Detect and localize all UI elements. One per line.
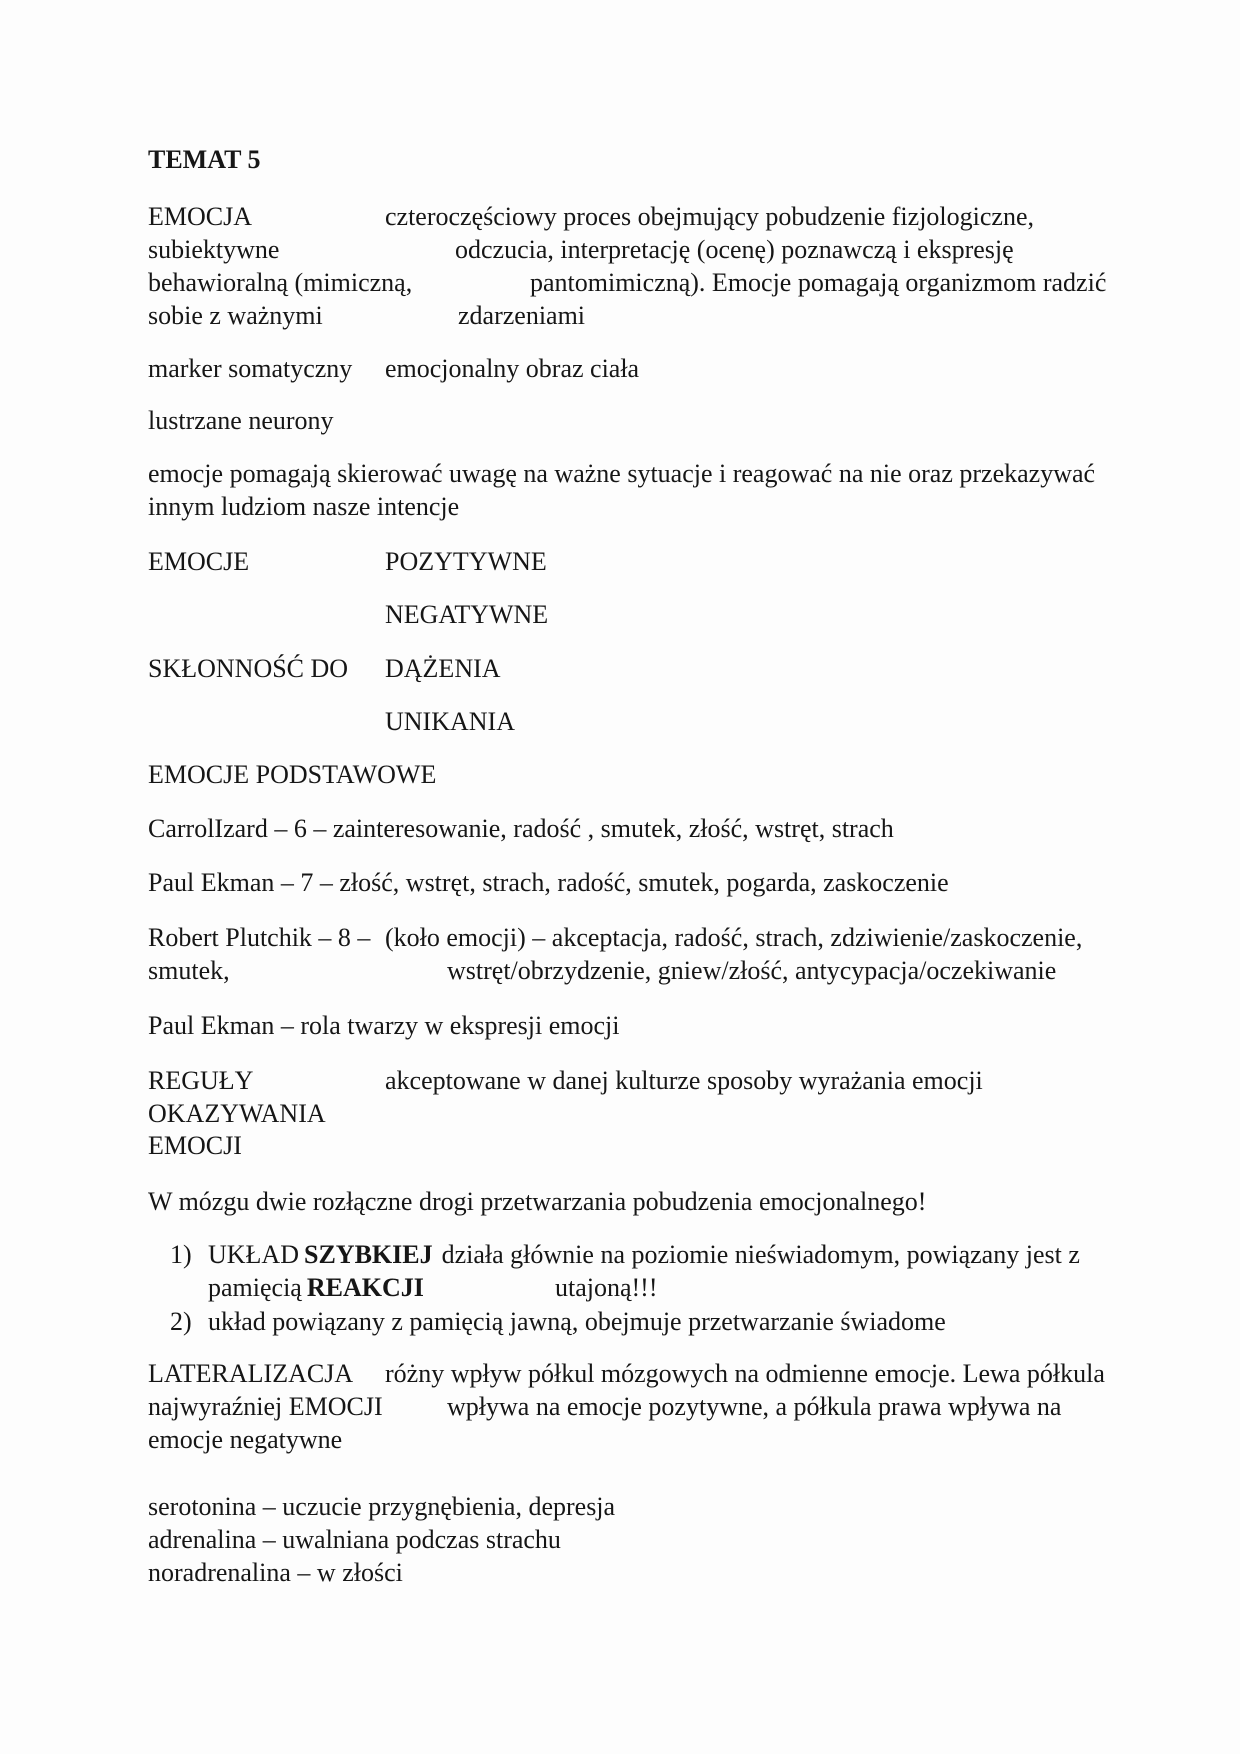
emocja-def-text-1: czteroczęściowy proces obejmujący pobudzenie fizjologiczne, xyxy=(385,202,1034,231)
plutchik-smutek: smutek, xyxy=(148,956,230,985)
term-subiektywne: subiektywne xyxy=(148,235,280,264)
term-reguly: REGUŁY xyxy=(148,1066,254,1095)
list-item-2-line xyxy=(0,1305,1240,1338)
sklonnosc-line-2 xyxy=(0,705,1240,738)
pamiecia-word: pamięcią xyxy=(208,1273,302,1302)
page-title: TEMAT 5 xyxy=(148,145,261,174)
list-item-1-text xyxy=(208,1238,1080,1271)
uwaga-text-2: innym ludziom nasze intencje xyxy=(148,492,460,521)
term-okazywania: OKAZYWANIA xyxy=(148,1099,326,1128)
reguly-line-1 xyxy=(0,1064,1240,1097)
serotonina-text: serotonina – uczucie przygnębienia, depresja xyxy=(148,1492,616,1521)
term-emocji: EMOCJI xyxy=(148,1131,242,1160)
lateralizacja-text-3: emocje negatywne xyxy=(148,1425,343,1454)
emocja-def-text-4: zdarzeniami xyxy=(458,301,586,330)
list-item-2-text: układ powiązany z pamięcią jawną, obejmuje przetwarzanie świadome xyxy=(208,1307,946,1336)
uwaga-line-1 xyxy=(0,457,1240,490)
ekman-rola-line xyxy=(0,1009,1240,1042)
list-item-1-line-2 xyxy=(0,1271,1240,1304)
lateralizacja-text-2: wpływa na emocje pozytywne, a półkula prawa wpływa na xyxy=(447,1392,1062,1421)
adrenalina-line xyxy=(0,1523,1240,1556)
plutchik-text-1: (koło emocji) – akceptacja, radość, strach, zdziwienie/zaskoczenie, xyxy=(385,923,1083,952)
lateralizacja-line-1 xyxy=(0,1357,1240,1390)
lateralizacja-text-1: różny wpływ półkul mózgowych na odmienne emocje. Lewa półkula xyxy=(385,1359,1105,1388)
term-marker-somatyczny: marker somatyczny xyxy=(148,354,353,383)
reguly-line-2 xyxy=(0,1097,1240,1130)
utajona-text: utajoną!!! xyxy=(555,1273,658,1302)
adrenalina-text: adrenalina – uwalniana podczas strachu xyxy=(148,1525,561,1554)
emocje-negatywne: NEGATYWNE xyxy=(385,600,549,629)
ekman7-line xyxy=(0,866,1240,899)
term-sobie-z-waznymi: sobie z ważnymi xyxy=(148,301,323,330)
section-heading-emocje-podstawowe: EMOCJE PODSTAWOWE xyxy=(148,760,437,789)
plutchik-line-2 xyxy=(0,954,1240,987)
pamiecia-reakcji xyxy=(208,1271,424,1304)
term-najwyrazniej-emocji: najwyraźniej EMOCJI xyxy=(148,1392,383,1421)
emocja-def-text-3: pantomimiczną). Emocje pomagają organizmom radzić xyxy=(530,268,1107,297)
marker-line xyxy=(0,352,1240,385)
plutchik-line-1 xyxy=(0,921,1240,954)
list-number-1: 1) xyxy=(170,1240,192,1269)
emocja-def-line-4 xyxy=(0,299,1240,332)
lateralizacja-line-2 xyxy=(0,1390,1240,1423)
term-lateralizacja: LATERALIZACJA xyxy=(148,1359,354,1388)
emocja-def-text-2: odczucia, interpretację (ocenę) poznawczą i ekspresję xyxy=(455,235,1014,264)
uklad-word: UKŁAD xyxy=(208,1240,299,1269)
term-sklonnosc-do: SKŁONNOŚĆ DO xyxy=(148,654,349,683)
term-plutchik: Robert Plutchik – 8 – xyxy=(148,923,371,952)
plutchik-text-2: wstręt/obrzydzenie, gniew/złość, antycypacja/oczekiwanie xyxy=(447,956,1057,985)
mozg-intro-text: W mózgu dwie rozłączne drogi przetwarzania pobudzenia emocjonalnego! xyxy=(148,1187,927,1216)
term-lustrzane-neurony: lustrzane neurony xyxy=(148,406,334,435)
szybkiej-word-bold: SZYBKIEJ xyxy=(304,1240,433,1269)
reguly-line-3 xyxy=(0,1129,1240,1162)
izard-text: CarrolIzard – 6 – zainteresowanie, radość , smutek, złość, wstręt, strach xyxy=(148,814,894,843)
sklonnosc-dazenia: DĄŻENIA xyxy=(385,654,501,683)
list-item-1-rest: działa głównie na poziomie nieświadomym, powiązany jest z xyxy=(441,1240,1080,1269)
lustrzane-line xyxy=(0,404,1240,437)
uwaga-line-2 xyxy=(0,490,1240,523)
podstawowe-heading-line xyxy=(0,758,1240,791)
noradrenalina-line xyxy=(0,1556,1240,1589)
list-item-1-line-1 xyxy=(0,1238,1240,1271)
emocja-def-line-1 xyxy=(0,200,1240,233)
reakcji-word-bold: REAKCJI xyxy=(306,1273,424,1302)
sklonnosc-unikania: UNIKANIA xyxy=(385,707,515,736)
emocja-def-line-3 xyxy=(0,266,1240,299)
uwaga-text-1: emocje pomagają skierować uwagę na ważne sytuacje i reagować na nie oraz przekazywać xyxy=(148,459,1096,488)
term-behawioralna: behawioralną (mimiczną, xyxy=(148,268,413,297)
marker-def: emocjonalny obraz ciała xyxy=(385,354,640,383)
title-line xyxy=(0,143,1240,176)
list-number-2: 2) xyxy=(170,1307,192,1336)
noradrenalina-text: noradrenalina – w złości xyxy=(148,1558,403,1587)
reguly-def: akceptowane w danej kulturze sposoby wyrażania emocji xyxy=(385,1066,983,1095)
term-emocje: EMOCJE xyxy=(148,547,250,576)
mozg-intro-line xyxy=(0,1185,1240,1218)
serotonina-line xyxy=(0,1490,1240,1523)
emocje-typy-line-1 xyxy=(0,545,1240,578)
ekman-rola-text: Paul Ekman – rola twarzy w ekspresji emocji xyxy=(148,1011,620,1040)
lateralizacja-line-3 xyxy=(0,1423,1240,1456)
term-emocja: EMOCJA xyxy=(148,202,253,231)
izard-line xyxy=(0,812,1240,845)
emocja-def-line-2 xyxy=(0,233,1240,266)
ekman7-text: Paul Ekman – 7 – złość, wstręt, strach, radość, smutek, pogarda, zaskoczenie xyxy=(148,868,949,897)
emocje-pozytywne: POZYTYWNE xyxy=(385,547,547,576)
sklonnosc-line-1 xyxy=(0,652,1240,685)
emocje-typy-line-2 xyxy=(0,598,1240,631)
